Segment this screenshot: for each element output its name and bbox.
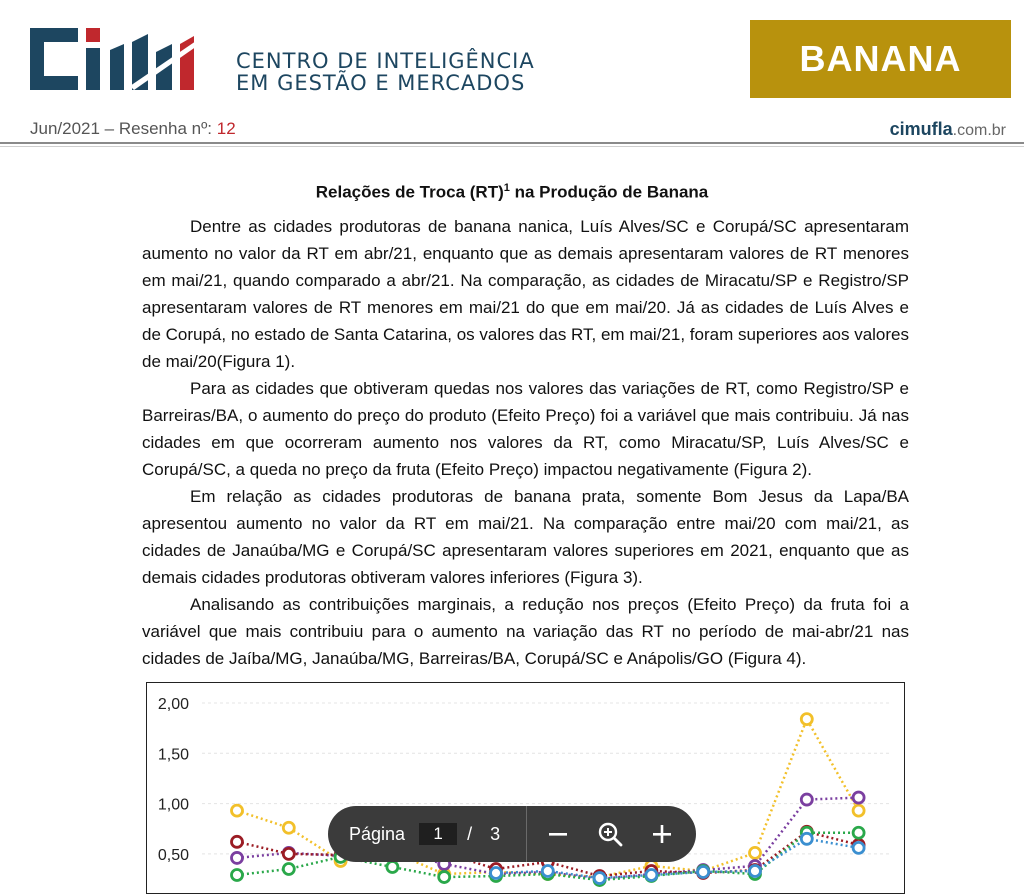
- data-point: [750, 866, 761, 877]
- data-point: [801, 794, 812, 805]
- data-point: [542, 866, 553, 877]
- minus-icon: [547, 823, 569, 845]
- title-footnote-mark: 1: [503, 182, 510, 194]
- data-point: [594, 873, 605, 884]
- figure-chart: [146, 682, 905, 894]
- issue-info: [30, 119, 236, 139]
- data-point: [439, 872, 450, 883]
- total-pages: 3: [490, 823, 501, 844]
- data-point: [853, 792, 864, 803]
- y-tick-label: 1,50: [157, 746, 189, 764]
- y-tick-label: 0,50: [157, 846, 189, 864]
- site-bold: cimufla: [889, 119, 953, 139]
- header-divider: [0, 142, 1024, 144]
- data-point: [801, 833, 812, 844]
- data-point: [750, 847, 761, 858]
- data-point: [387, 861, 398, 872]
- zoom-fit-button[interactable]: [589, 813, 631, 855]
- title-part1: Relações de Troca (RT): [315, 182, 504, 202]
- page-number-input[interactable]: [419, 823, 457, 845]
- data-point: [491, 868, 502, 879]
- y-tick-label: 1,00: [157, 796, 189, 814]
- cim-logo: [30, 24, 220, 94]
- document-body: [142, 213, 909, 672]
- page-separator: /: [467, 823, 473, 844]
- page-label: Página: [349, 823, 406, 844]
- org-name-line1: CENTRO DE INTELIGÊNCIA: [236, 49, 535, 73]
- document-title: [0, 182, 1024, 203]
- pager-divider: [526, 806, 527, 862]
- zoom-in-magnifier-icon: [597, 821, 623, 847]
- data-point: [232, 852, 243, 863]
- org-name-line2: EM GESTÃO E MERCADOS: [236, 71, 526, 95]
- y-tick-label: 2,00: [157, 696, 189, 713]
- org-name: [236, 50, 535, 94]
- site-link[interactable]: [890, 119, 1006, 140]
- data-point: [801, 714, 812, 725]
- report-header: [0, 0, 1024, 150]
- page-navigator: [328, 806, 696, 862]
- data-point: [232, 805, 243, 816]
- data-point: [283, 848, 294, 859]
- data-point: [283, 822, 294, 833]
- data-point: [698, 867, 709, 878]
- data-point: [283, 863, 294, 874]
- issue-number: 12: [216, 119, 236, 138]
- data-point: [853, 842, 864, 853]
- paragraph: Analisando as contribuições marginais, a redução nos preços (Efeito Preço) da fruta foi a variável que mais contribuiu para o aumento na variação das RT no período de mai-abr/21 nas cidades de Jaíba/MG, Janaúba/MG, Barreiras/BA, Corupá/SC e Anápolis/GO (Figura 4).: [142, 595, 909, 668]
- data-point: [853, 827, 864, 838]
- title-part2: na Produção de Banana: [509, 182, 709, 202]
- plus-icon: [651, 823, 673, 845]
- paragraph: Em relação as cidades produtoras de banana prata, somente Bom Jesus da Lapa/BA apresentou aumento no valor da RT em mai/21. Na comparação entre mai/20 com mai/21, as cidades de Janaúba/MG e Corupá/SC apresentaram valores superiores em 2021, enquanto que as demais cidades produtoras obtiveram valores inferiores (Figura 3).: [142, 487, 909, 587]
- product-badge: BANANA: [750, 20, 1011, 98]
- zoom-in-button[interactable]: [641, 813, 683, 855]
- data-point: [853, 805, 864, 816]
- header-divider-thin: [0, 146, 1024, 147]
- issue-label: Jun/2021 – Resenha nº:: [30, 119, 217, 138]
- paragraph: Para as cidades que obtiveram quedas nos valores das variações de RT, como Registro/SP e Barreiras/BA, o aumento do preço do produto (Efeito Preço) foi a variável que mais contribuiu. Já nas cidades em que ocorreram aumento nos valores da RT, como Miracatu/SP, Luís Alves/SC e Corupá/SC, a queda no preço da fruta (Efeito Preço) impactou negativamente (Figura 2).: [142, 379, 909, 479]
- data-point: [232, 836, 243, 847]
- paragraph: Dentre as cidades produtoras de banana nanica, Luís Alves/SC e Corupá/SC apresentaram aumento no valor da RT em abr/21, enquanto que as demais apresentaram valores de RT menores em mai/21, quando comparado a abr/21. Na comparação, as cidades de Miracatu/SP e Registro/SP apresentaram valores de RT menores em mai/21 do que em mai/20. Já as cidades de Luís Alves e de Corupá, no estado de Santa Catarina, os valores das RT, em mai/21, foram superiores aos valores de mai/20(Figura 1).: [142, 217, 909, 371]
- site-domain: .com.br: [952, 122, 1006, 139]
- zoom-out-button[interactable]: [537, 813, 579, 855]
